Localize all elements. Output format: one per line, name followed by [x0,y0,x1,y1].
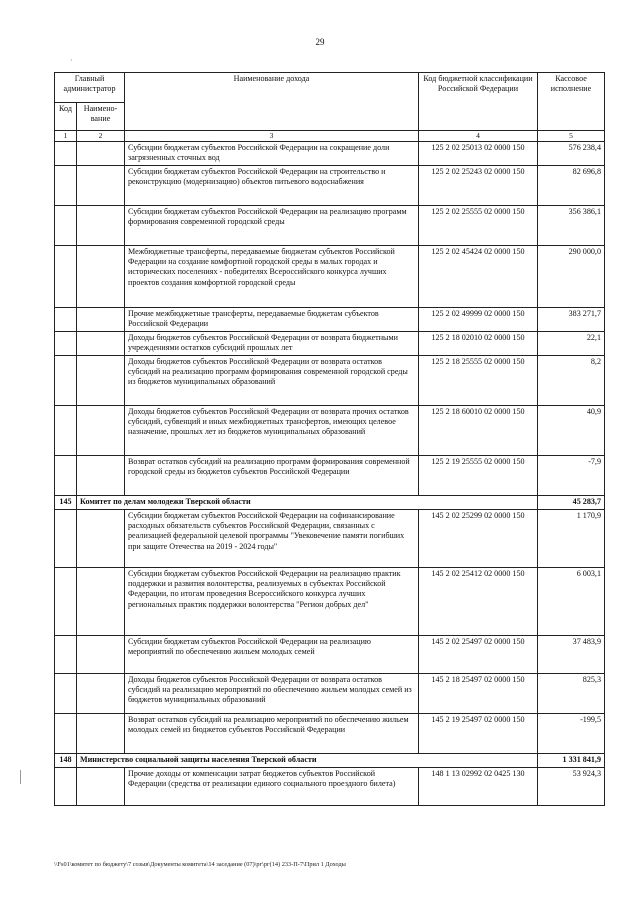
table-row [55,331,605,355]
scan-dot: · [70,56,73,65]
income-name: Субсидии бюджетам субъектов Российской Федерации на сокращение доли загрязненных сточных вод [125,141,419,165]
income-name: Доходы бюджетов субъектов Российской Федерации от возврата остатков субсидий на реализацию мероприятий по обеспечению жильем молодых семей из бюджетов муниципальных образований [125,673,419,713]
budget-code: 145 2 18 25497 02 0000 150 [419,673,538,713]
amount: 290 000,0 [538,245,605,307]
income-name: Возврат остатков субсидий на реализацию программ формирования современной городской среды из бюджетов субъектов Российской Федерации [125,455,419,495]
column-number: 1 [55,131,77,142]
income-name: Субсидии бюджетам субъектов Российской Федерации на реализацию мероприятий по обеспечению жильем молодых семей [125,635,419,673]
table-row [55,635,605,673]
amount: 37 483,9 [538,635,605,673]
table-row [55,307,605,331]
table-row [55,713,605,753]
amount: 1 170,9 [538,509,605,567]
budget-code: 125 2 02 25243 02 0000 150 [419,165,538,205]
budget-code: 145 2 02 25412 02 0000 150 [419,567,538,635]
table-row [55,165,605,205]
column-number: 2 [77,131,125,142]
table-row [55,509,605,567]
table-row [55,567,605,635]
income-name: Доходы бюджетов субъектов Российской Федерации от возврата бюджетными учреждениями остатков субсидий прошлых лет [125,331,419,355]
income-name: Доходы бюджетов субъектов Российской Федерации от возврата прочих остатков субсидий, субвенций и иных межбюджетных трансфертов, имеющих целевое назначение, прошлых лет из бюджетов муниципальных образований [125,405,419,455]
budget-code: 125 2 19 25555 02 0000 150 [419,455,538,495]
admin-row [55,495,605,509]
income-table [54,72,605,806]
income-name: Субсидии бюджетам субъектов Российской Федерации на строительство и реконструкцию (модернизацию) объектов питьевого водоснабжения [125,165,419,205]
admin-amount: 45 283,7 [538,495,605,509]
budget-code: 125 2 02 25013 02 0000 150 [419,141,538,165]
table-row [55,245,605,307]
admin-name: Министерство социальной защиты населения Тверской области [77,753,538,767]
income-name: Возврат остатков субсидий на реализацию мероприятий по обеспечению жильем молодых семей из бюджетов субъектов Российской Федерации [125,713,419,753]
column-number: 5 [538,131,605,142]
admin-name: Комитет по делам молодежи Тверской области [77,495,538,509]
budget-code: 125 2 02 45424 02 0000 150 [419,245,538,307]
budget-code: 125 2 02 49999 02 0000 150 [419,307,538,331]
budget-code: 148 1 13 02992 02 0425 130 [419,767,538,805]
margin-mark [20,770,21,784]
budget-code: 125 2 02 25555 02 0000 150 [419,205,538,245]
file-path-footer: \\Fs01\комитет по бюджету\7 созыв\Документы комитета\14 заседание (07)\рг\рг(14) 233-П-7\Прил 1 Доходы [54,861,346,868]
amount: -199,5 [538,713,605,753]
header-code: Код [55,103,77,131]
budget-code: 145 2 19 25497 02 0000 150 [419,713,538,753]
income-name: Субсидии бюджетам субъектов Российской Федерации на реализацию программ формирования современной городской среды [125,205,419,245]
column-number: 4 [419,131,538,142]
income-name: Прочие доходы от компенсации затрат бюджетов субъектов Российской Федерации (средства от реализации единого социального проездного билета) [125,767,419,805]
budget-code: 145 2 02 25497 02 0000 150 [419,635,538,673]
table-row [55,141,605,165]
table-row [55,405,605,455]
header-name-short: Наимено-вание [77,103,125,131]
table-row [55,767,605,805]
header-budget-code: Код бюджетной классификации Российской Федерации [419,73,538,131]
budget-code: 125 2 18 25555 02 0000 150 [419,355,538,405]
income-name: Межбюджетные трансферты, передаваемые бюджетам субъектов Российской Федерации на создание комфортной городской среды в малых городах и исторических поселениях - победителях Всероссийского конкурса лучших проектов создания комфортной городской среды [125,245,419,307]
income-name: Прочие межбюджетные трансферты, передаваемые бюджетам субъектов Российской Федерации [125,307,419,331]
page-number: 29 [315,37,325,47]
table-row [55,205,605,245]
admin-code: 148 [55,753,77,767]
table-row [55,673,605,713]
table-row [55,455,605,495]
budget-code: 125 2 18 60010 02 0000 150 [419,405,538,455]
header-main-admin: Главный администратор [55,73,125,103]
amount: 22,1 [538,331,605,355]
amount: 383 271,7 [538,307,605,331]
amount: 356 386,1 [538,205,605,245]
amount: 576 238,4 [538,141,605,165]
income-name: Доходы бюджетов субъектов Российской Федерации от возврата остатков субсидий на реализацию программ формирования современной городской среды из бюджетов муниципальных образований [125,355,419,405]
amount: -7,9 [538,455,605,495]
amount: 8,2 [538,355,605,405]
admin-code: 145 [55,495,77,509]
admin-amount: 1 331 841,9 [538,753,605,767]
income-name: Субсидии бюджетам субъектов Российской Федерации на реализацию практик поддержки и развития волонтерства, реализуемых в субъектах Российской Федерации, по итогам проведения Всероссийского конкурса лучших региональных практик поддержки волонтерства "Регион добрых дел" [125,567,419,635]
amount: 6 003,1 [538,567,605,635]
admin-row [55,753,605,767]
amount: 53 924,3 [538,767,605,805]
amount: 82 696,8 [538,165,605,205]
header-cash: Кассовое исполнение [538,73,605,131]
budget-code: 125 2 18 02010 02 0000 150 [419,331,538,355]
income-name: Субсидии бюджетам субъектов Российской Федерации на софинансирование расходных обязательств субъектов Российской Федерации, связанных с реализацией федеральной целевой программы "Увековечение памяти погибших при защите Отечества на 2019 - 2024 годы" [125,509,419,567]
amount: 825,3 [538,673,605,713]
budget-code: 145 2 02 25299 02 0000 150 [419,509,538,567]
column-number: 3 [125,131,419,142]
amount: 40,9 [538,405,605,455]
table-row [55,355,605,405]
header-income-name: Наименование дохода [125,73,419,131]
